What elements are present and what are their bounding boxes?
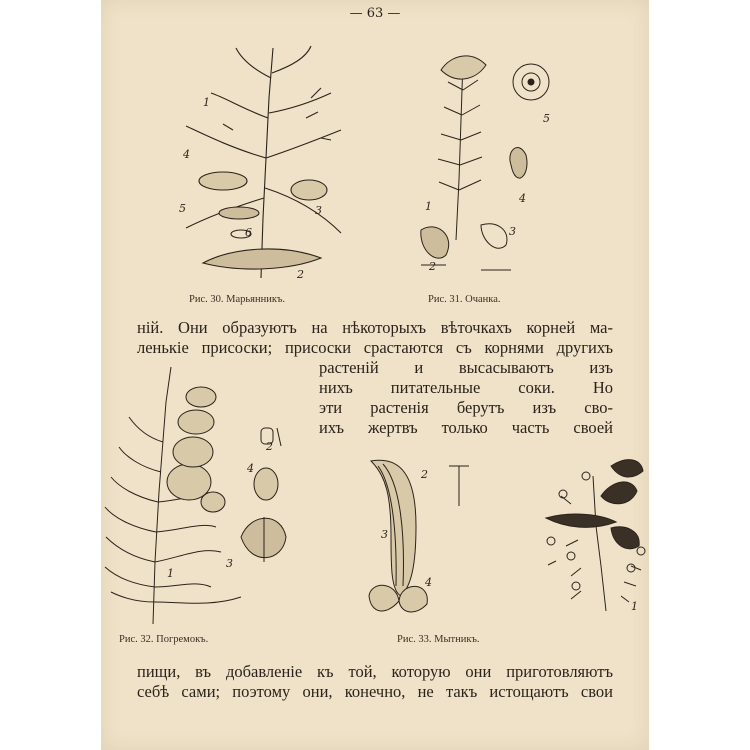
figure-30-caption: Рис. 30. Марьянникъ. xyxy=(189,294,285,305)
figure-label: 3 xyxy=(315,204,322,217)
figure-label: 1 xyxy=(631,600,638,613)
figure-label: 2 xyxy=(297,268,304,281)
figure-label: 1 xyxy=(167,567,174,580)
figure-label: 4 xyxy=(247,462,254,475)
text-line: ленькіе присоски; присоски срастаются съ корнями другихъ xyxy=(137,338,613,357)
figure-31-caption: Рис. 31. Очанка. xyxy=(428,294,501,305)
figure-label: 5 xyxy=(179,202,186,215)
figure-label: 3 xyxy=(226,557,233,570)
figure-30-illustration xyxy=(171,38,351,283)
figure-label: 6 xyxy=(245,226,252,239)
text-line: ихъ жертвъ только часть своей xyxy=(319,418,613,437)
figure-label: 4 xyxy=(183,148,190,161)
text-line: ній. Они образуютъ на нѣкоторыхъ вѣточкахъ корней ма- xyxy=(137,318,613,337)
figure-31-illustration xyxy=(401,40,576,285)
figure-33-illustration xyxy=(331,436,651,631)
text-line: пищи, въ добавленіе къ той, которую они приготовляютъ xyxy=(137,662,613,681)
figure-label: 3 xyxy=(381,528,388,541)
text-line: себѣ сами; поэтому они, конечно, не такъ истощаютъ свои xyxy=(137,682,613,701)
figure-32-illustration xyxy=(101,362,301,627)
book-page xyxy=(101,0,649,750)
figure-label: 4 xyxy=(519,192,526,205)
figure-label: 1 xyxy=(203,96,210,109)
figure-33-caption: Рис. 33. Мытникъ. xyxy=(397,634,480,645)
figure-label: 2 xyxy=(266,440,273,453)
page-number: — 63 — xyxy=(349,6,401,21)
figure-32-caption: Рис. 32. Погремокъ. xyxy=(119,634,209,645)
text-line: растеній и высасываютъ изъ xyxy=(319,358,613,377)
figure-label: 4 xyxy=(425,576,432,589)
text-line: нихъ питательные соки. Но xyxy=(319,378,613,397)
figure-label: 5 xyxy=(543,112,550,125)
figure-label: 2 xyxy=(429,260,436,273)
figure-label: 3 xyxy=(509,225,516,238)
figure-label: 2 xyxy=(421,468,428,481)
text-line: эти растенія берутъ изъ сво- xyxy=(319,398,613,417)
figure-label: 1 xyxy=(425,200,432,213)
